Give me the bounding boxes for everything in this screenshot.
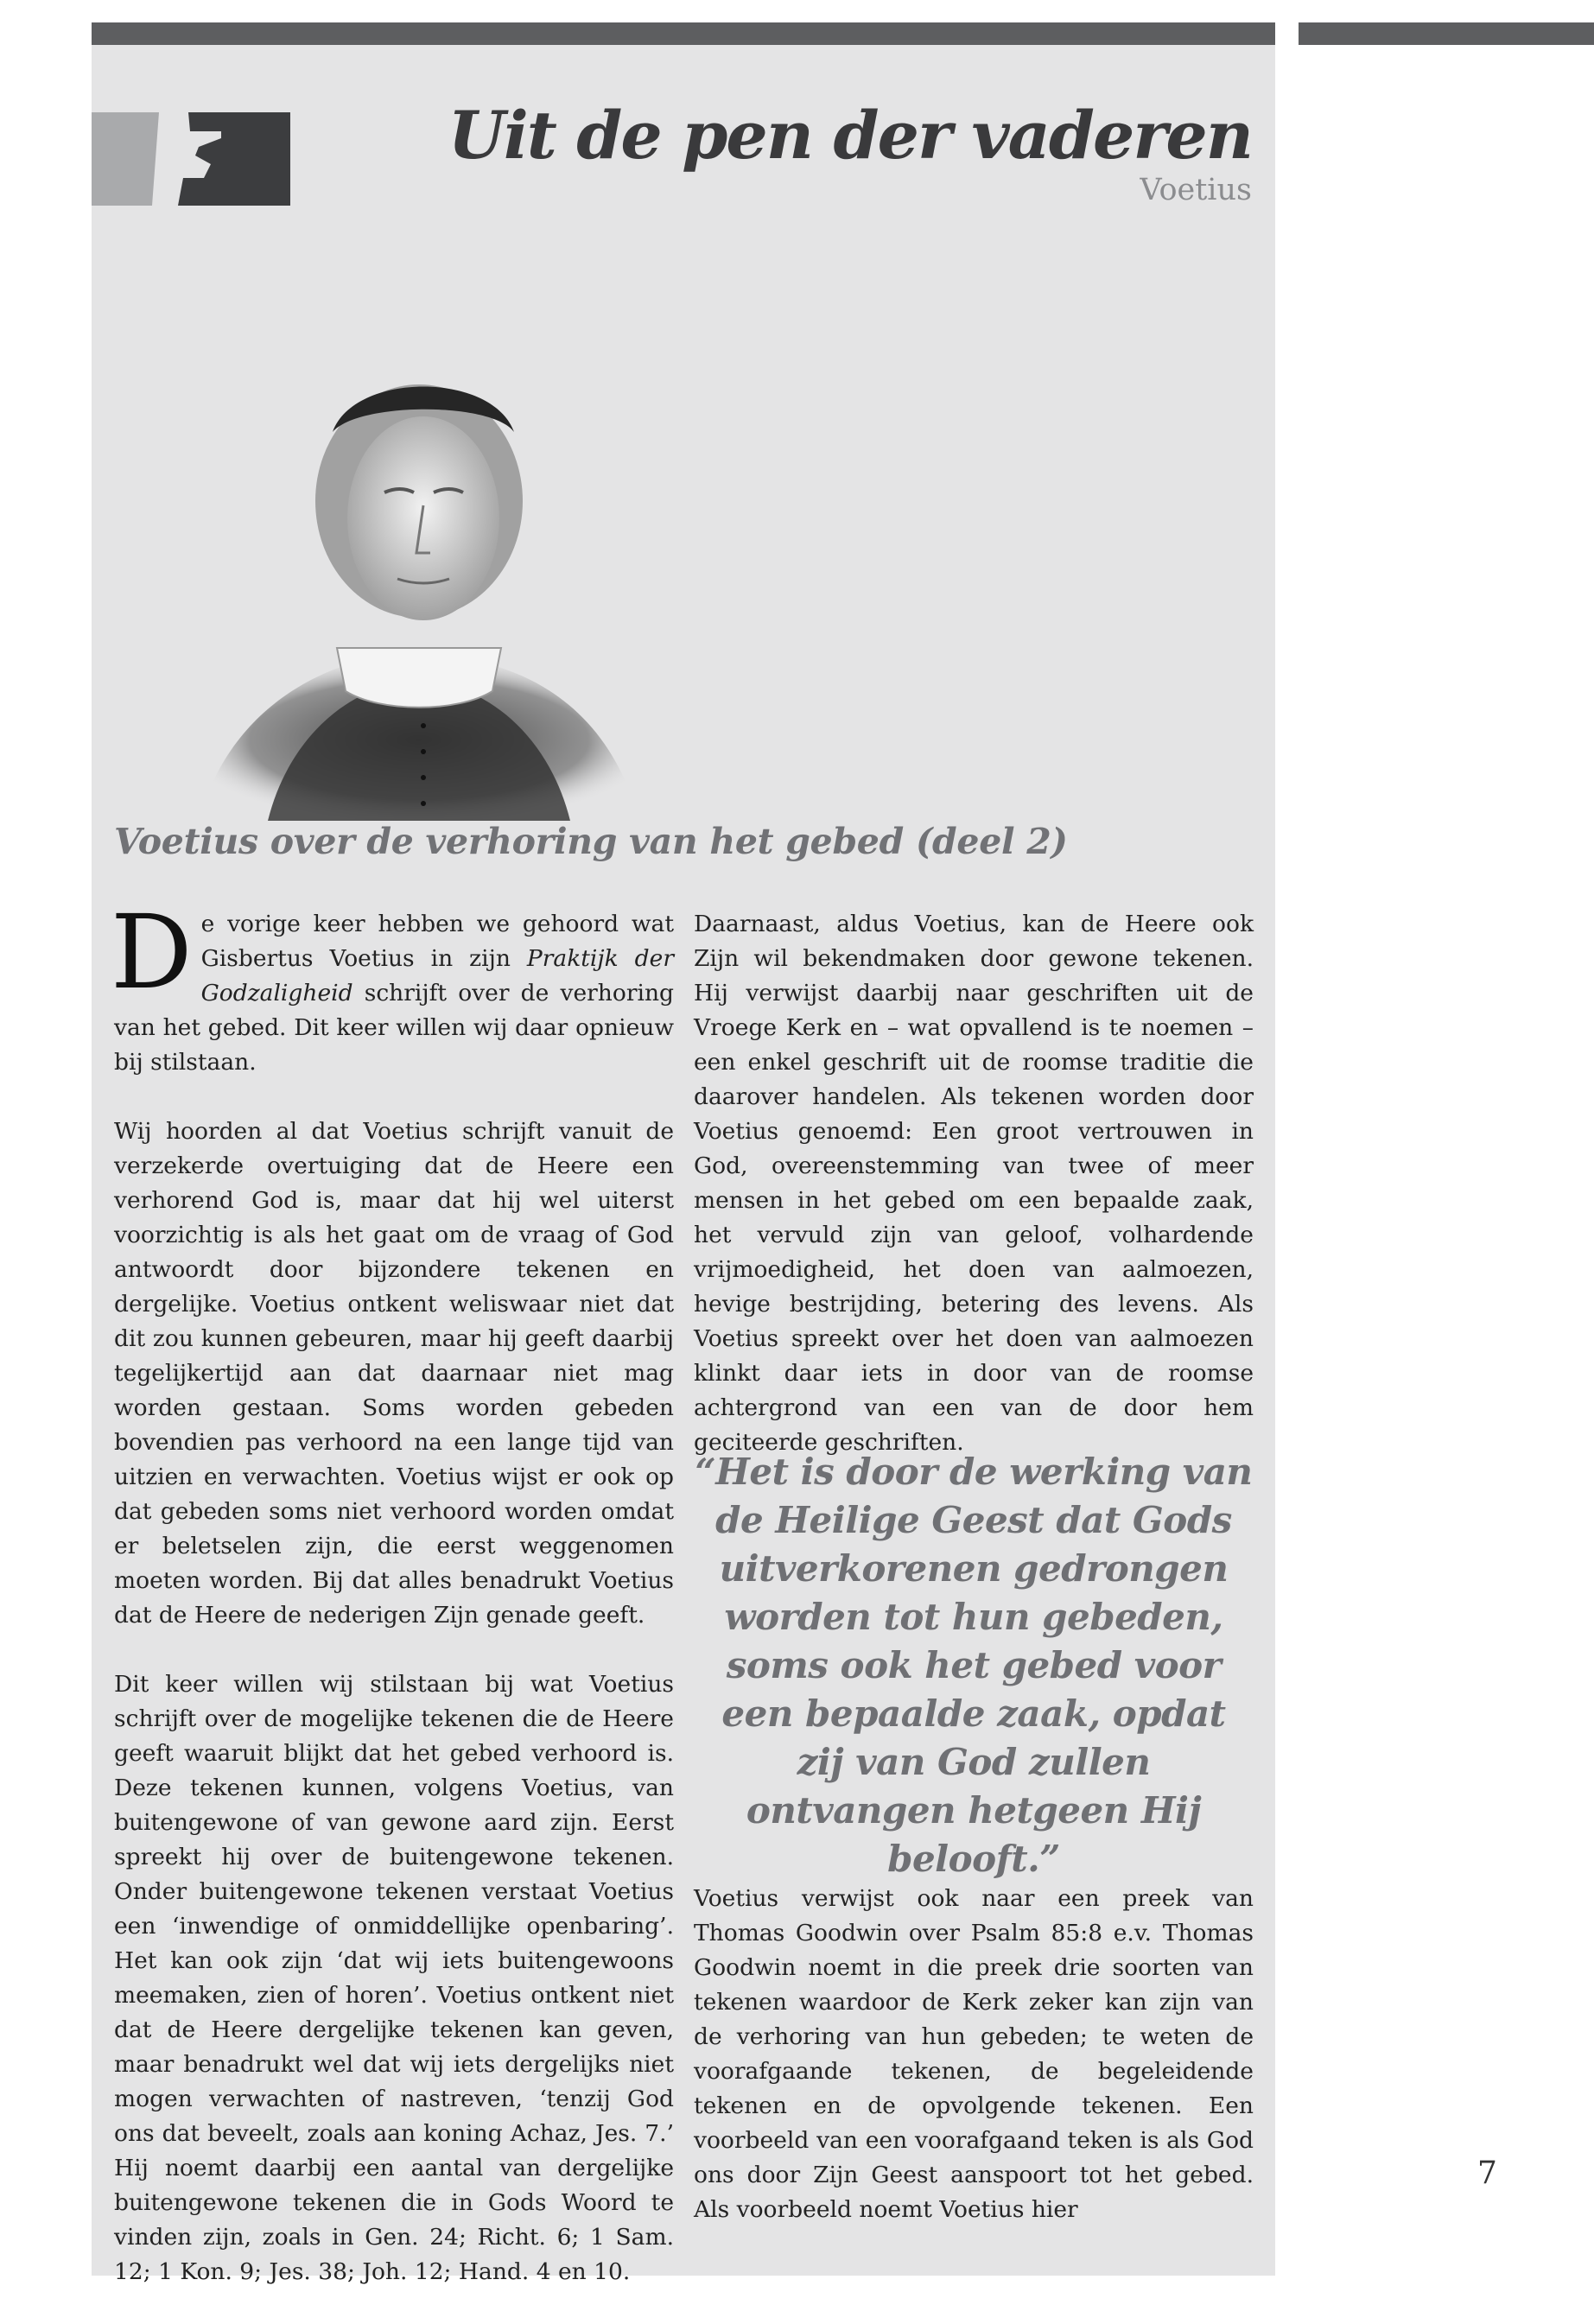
drop-cap: D (111, 892, 193, 1012)
voetius-portrait-engraving (164, 320, 674, 821)
page-number: 7 (1477, 2156, 1497, 2191)
body-paragraph: Wij hoorden al dat Voetius schrijft vanuit de verzekerde overtuiging dat de Heere een verhorend God is, maar dat hij wel uiterst voorzichtig is als het gaat om de vraag of God antwoordt door bijzondere tekenen en dergelijke. Voetius ontkent weliswaar niet dat dit zou kunnen gebeuren, maar hij geeft daarbij tegelijkertijd aan dat daarnaar niet mag worden gestaan. Soms worden gebeden bovendien pas verhoord na een lange tijd van uitzien en verwachten. Voetius wijst er ook op dat gebeden soms niet verhoord worden omdat er beletselen zijn, die eerst weggenomen moeten worden. Bij dat alles benadrukt Voetius dat de Heere de nederigen Zijn genade geeft. (114, 1118, 674, 1629)
intro-text-end: schrijft over de verhoring van het gebed. Dit keer willen wij daar opnieuw bij stilstaan. (114, 980, 674, 1076)
page-subtitle: Voetius (1140, 173, 1252, 207)
left-column (111, 892, 674, 2324)
body-paragraph: Voetius verwijst ook naar een preek van Thomas Goodwin over Psalm 85:8 e.v. Thomas Goodwin noemt in die preek drie soorten van tekenen waardoor de Kerk zeker kan zijn van de verhoring van hun gebeden; te weten de voorafgaande tekenen, de begeleidende tekenen en de opvolgende tekenen. Een voorbeeld van een voorafgaand teken is als God ons door Zijn Geest aanspoort tot het gebed. Als voorbeeld noemt Voetius hier (694, 1885, 1254, 2223)
page-title: Uit de pen der vaderen (448, 97, 1252, 174)
pull-quote: “Het is door de werking van de Heilige Geest dat Gods uitverkorenen gedrongen worden tot hun gebeden, soms ook het gebed voor een bepaalde zaak, opdat zij van God zullen ontvangen hetgeen Hij belooft.” (695, 1451, 1253, 1880)
right-column-top (694, 907, 1254, 1495)
section-logo-icon (92, 112, 290, 206)
book-title: Praktijk der Godzaligheid (200, 945, 674, 1006)
intro-text-start: e vorige keer hebben we gehoord wat Gisbertus Voetius in zijn (200, 911, 674, 972)
right-column-bottom (694, 1882, 1254, 2262)
article-heading: Voetius over de verhoring van het gebed (deel 2) (114, 821, 1068, 862)
body-paragraph: Daarnaast, aldus Voetius, kan de Heere ook Zijn wil bekendmaken door gewone tekenen. Hij verwijst daarbij naar geschriften uit de Vroege Kerk en – wat opvallend is te noemen – een enkel geschrift uit de roomse traditie die daarover handelen. Als tekenen worden door Voetius genoemd: Een groot vertrouwen in God, overeenstemming van twee of meer mensen in het gebed om een bepaalde zaak, het vervuld zijn van geloof, volhardende vrijmoedigheid, het doen van aalmoezen, hevige bestrijding, betering des levens. Als Voetius spreekt over het doen van aalmoezen klinkt daar iets in door van de roomse achtergrond van een van de door hem geciteerde geschriften. (694, 911, 1254, 1456)
body-paragraph: Dit keer willen wij stilstaan bij wat Voetius schrijft over de mogelijke tekenen die de Heere geeft waaruit blijkt dat het gebed verhoord is. Deze tekenen kunnen, volgens Voetius, van buitengewone of van gewone aard zijn. Eerst spreekt hij over de buitengewone tekenen. Onder buitengewone tekenen verstaat Voetius een ‘inwendige of onmiddellijke openbaring’. Het kan ook zijn ‘dat wij iets buitengewoons meemaken, zien of horen’. Voetius ontkent niet dat de Heere dergelijke tekenen kan geven, maar benadrukt wel dat wij iets dergelijks niet mogen verwachten of nastreven, ‘tenzij God ons dat beveelt, zoals aan koning Achaz, Jes. 7.’ Hij noemt daarbij een aantal van dergelijke buitengewone tekenen die in Gods Woord te vinden zijn, zoals in Gen. 24; Richt. 6; 1 Sam. 12; 1 Kon. 9; Jes. 38; Joh. 12; Hand. 4 en 10. (114, 1671, 674, 2285)
top-rule-main (92, 22, 1275, 45)
intro-paragraph (111, 892, 674, 1080)
top-rule-side (1299, 22, 1594, 45)
